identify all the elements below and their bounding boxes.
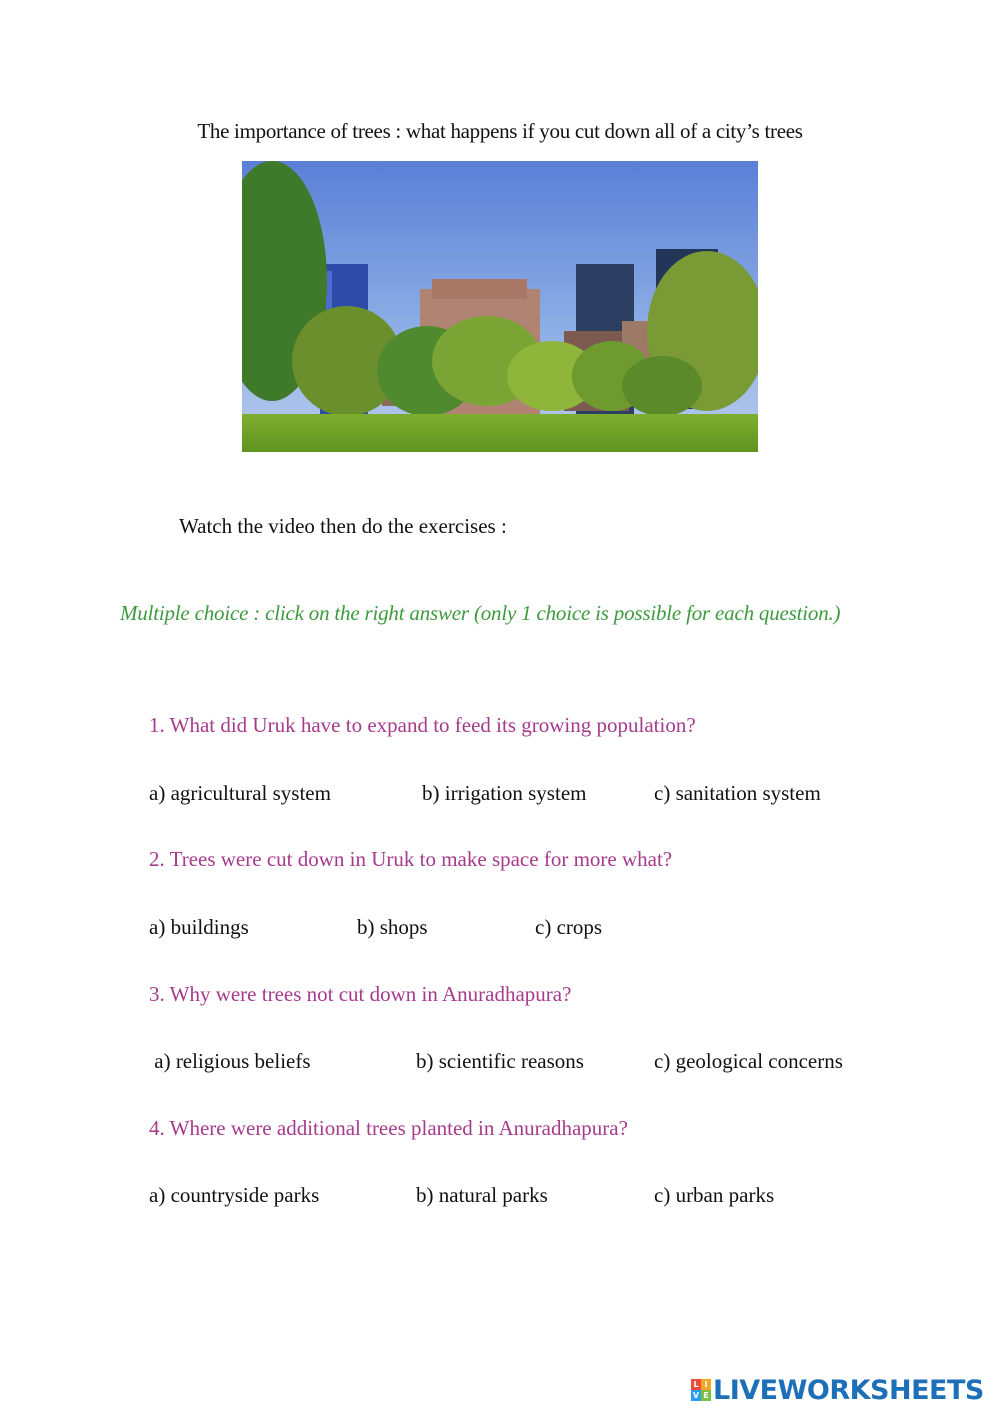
question-2: 2. Trees were cut down in Uruk to make space for more what?	[149, 847, 673, 871]
multiple-choice-heading: Multiple choice : click on the right answer (only 1 choice is possible for each question.)	[120, 601, 841, 625]
question-3: 3. Why were trees not cut down in Anuradhapura?	[149, 982, 572, 1006]
worksheet-title: The importance of trees : what happens if you cut down all of a city’s trees	[197, 119, 803, 143]
q2-option-a[interactable]: a) buildings	[149, 915, 249, 939]
q1-option-b[interactable]: b) irrigation system	[422, 781, 587, 805]
liveworksheets-logo-icon	[691, 1379, 711, 1401]
brand-name: LIVEWORKSHEETS	[713, 1374, 984, 1406]
q3-option-a[interactable]: a) religious beliefs	[149, 1049, 311, 1073]
q1-option-a[interactable]: a) agricultural system	[149, 781, 331, 805]
logo-letter: V	[692, 1391, 700, 1400]
q2-option-b[interactable]: b) shops	[357, 915, 428, 939]
q2-option-c[interactable]: c) crops	[535, 915, 603, 939]
q4-option-c[interactable]: c) urban parks	[654, 1183, 775, 1207]
question-4: 4. Where were additional trees planted in Anuradhapura?	[149, 1116, 628, 1140]
q1-option-c[interactable]: c) sanitation system	[654, 781, 821, 805]
q3-option-b[interactable]: b) scientific reasons	[416, 1049, 584, 1073]
instruction-text: Watch the video then do the exercises :	[179, 514, 507, 538]
question-1: 1. What did Uruk have to expand to feed its growing population?	[149, 713, 696, 737]
q3-option-c[interactable]: c) geological concerns	[654, 1049, 843, 1073]
liveworksheets-logo	[691, 1374, 984, 1406]
q4-option-a[interactable]: a) countryside parks	[149, 1183, 320, 1207]
city-park-photo	[242, 161, 758, 452]
q4-option-b[interactable]: b) natural parks	[416, 1183, 548, 1207]
logo-letter: L	[691, 1379, 701, 1390]
logo-letter: I	[701, 1379, 711, 1390]
logo-letter: E	[701, 1390, 711, 1401]
